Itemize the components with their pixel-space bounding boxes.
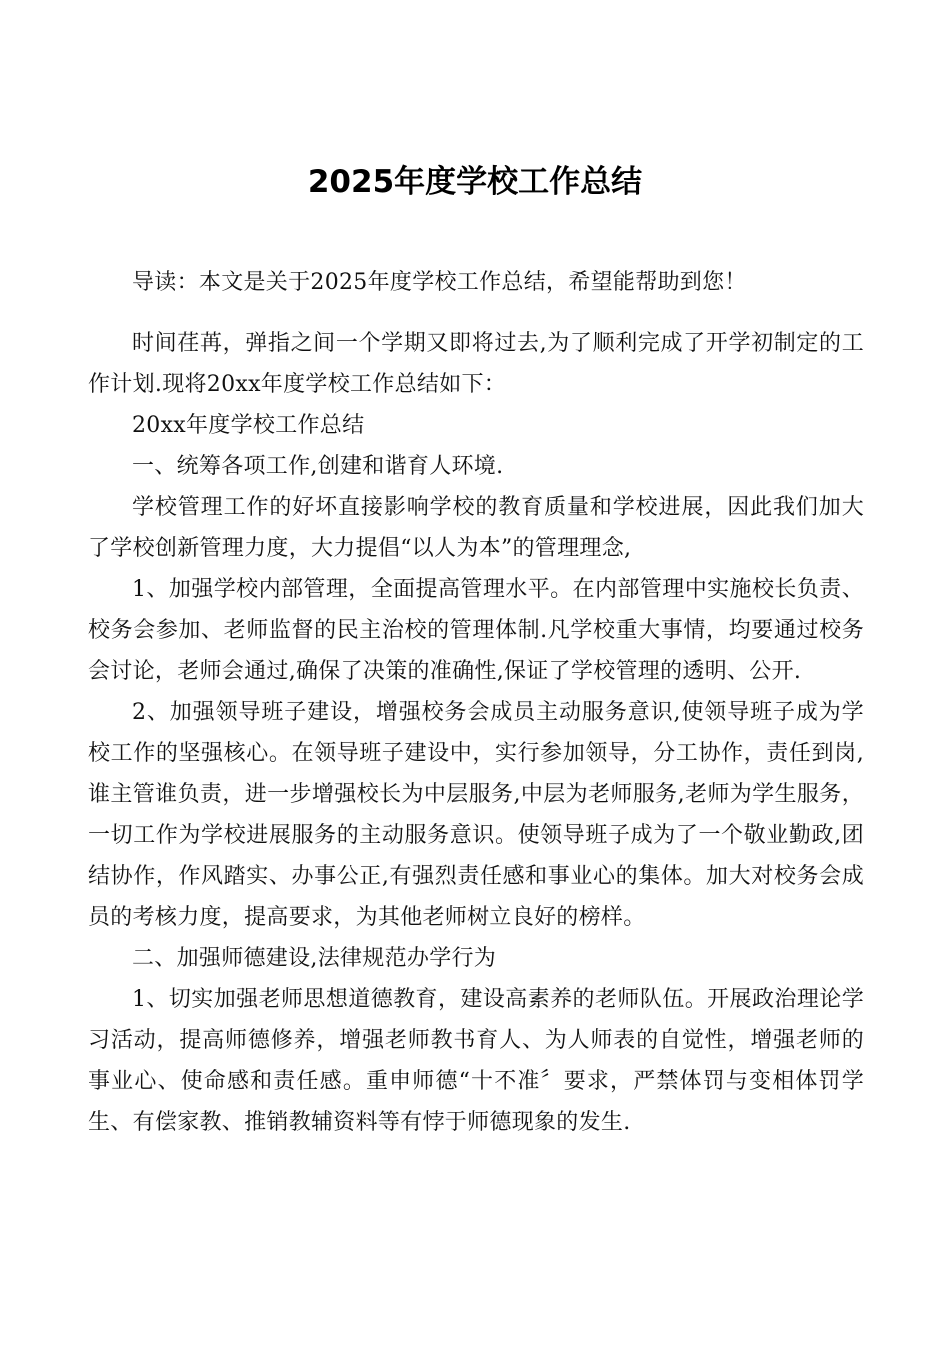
body-paragraph: 学校管理工作的好坏直接影响学校的教育质量和学校进展，因此我们加大了学校创新管理力度，大力提倡“以人为本”的管理理念, [88,495,864,561]
body-paragraph: 2、加强领导班子建设，增强校务会成员主动服务意识,使领导班子成为学校工作的坚强核心。在领导班子建设中，实行参加领导，分工协作，责任到岗,谁主管谁负责，进一步增强校长为中层服务,中层为老师服务,老师为学生服务，一切工作为学校进展服务的主动服务意识。使领导班子成为了一个敬业勤政,团结协作，作风踏实、办事公正,有强烈责任感和事业心的集体。加大对校务会成员的考核力度，提高要求，为其他老师树立良好的榜样。 [88,700,864,930]
document-body [88,262,864,1143]
body-paragraph: 1、切实加强老师思想道德教育，建设高素养的老师队伍。开展政治理论学习活动，提高师德修养，增强老师教书育人、为人师表的自觉性，增强老师的事业心、使命感和责任感。重申师德“十不准〞要求，严禁体罚与变相体罚学生、有偿家教、推销教辅资料等有悖于师德现象的发生. [88,987,864,1135]
section-heading: 二、加强师德建设,法律规范办学行为 [132,946,497,971]
body-paragraph: 1、加强学校内部管理，全面提高管理水平。在内部管理中实施校长负责、校务会参加、老师监督的民主治校的管理体制.凡学校重大事情，均要通过校务会讨论，老师会通过,确保了决策的准确性,保证了学校管理的透明、公开. [88,577,864,684]
document-title: 2025年度学校工作总结 [307,164,643,200]
section-heading: 一、统筹各项工作,创建和谐育人环境. [132,454,504,479]
body-paragraph: 时间荏苒，弹指之间一个学期又即将过去,为了顺利完成了开学初制定的工作计划.现将20xx年度学校工作总结如下： [88,331,864,397]
intro-paragraph: 导读：本文是关于2025年度学校工作总结，希望能帮助到您！ [132,270,747,295]
section-heading: 20xx年度学校工作总结 [132,413,365,438]
